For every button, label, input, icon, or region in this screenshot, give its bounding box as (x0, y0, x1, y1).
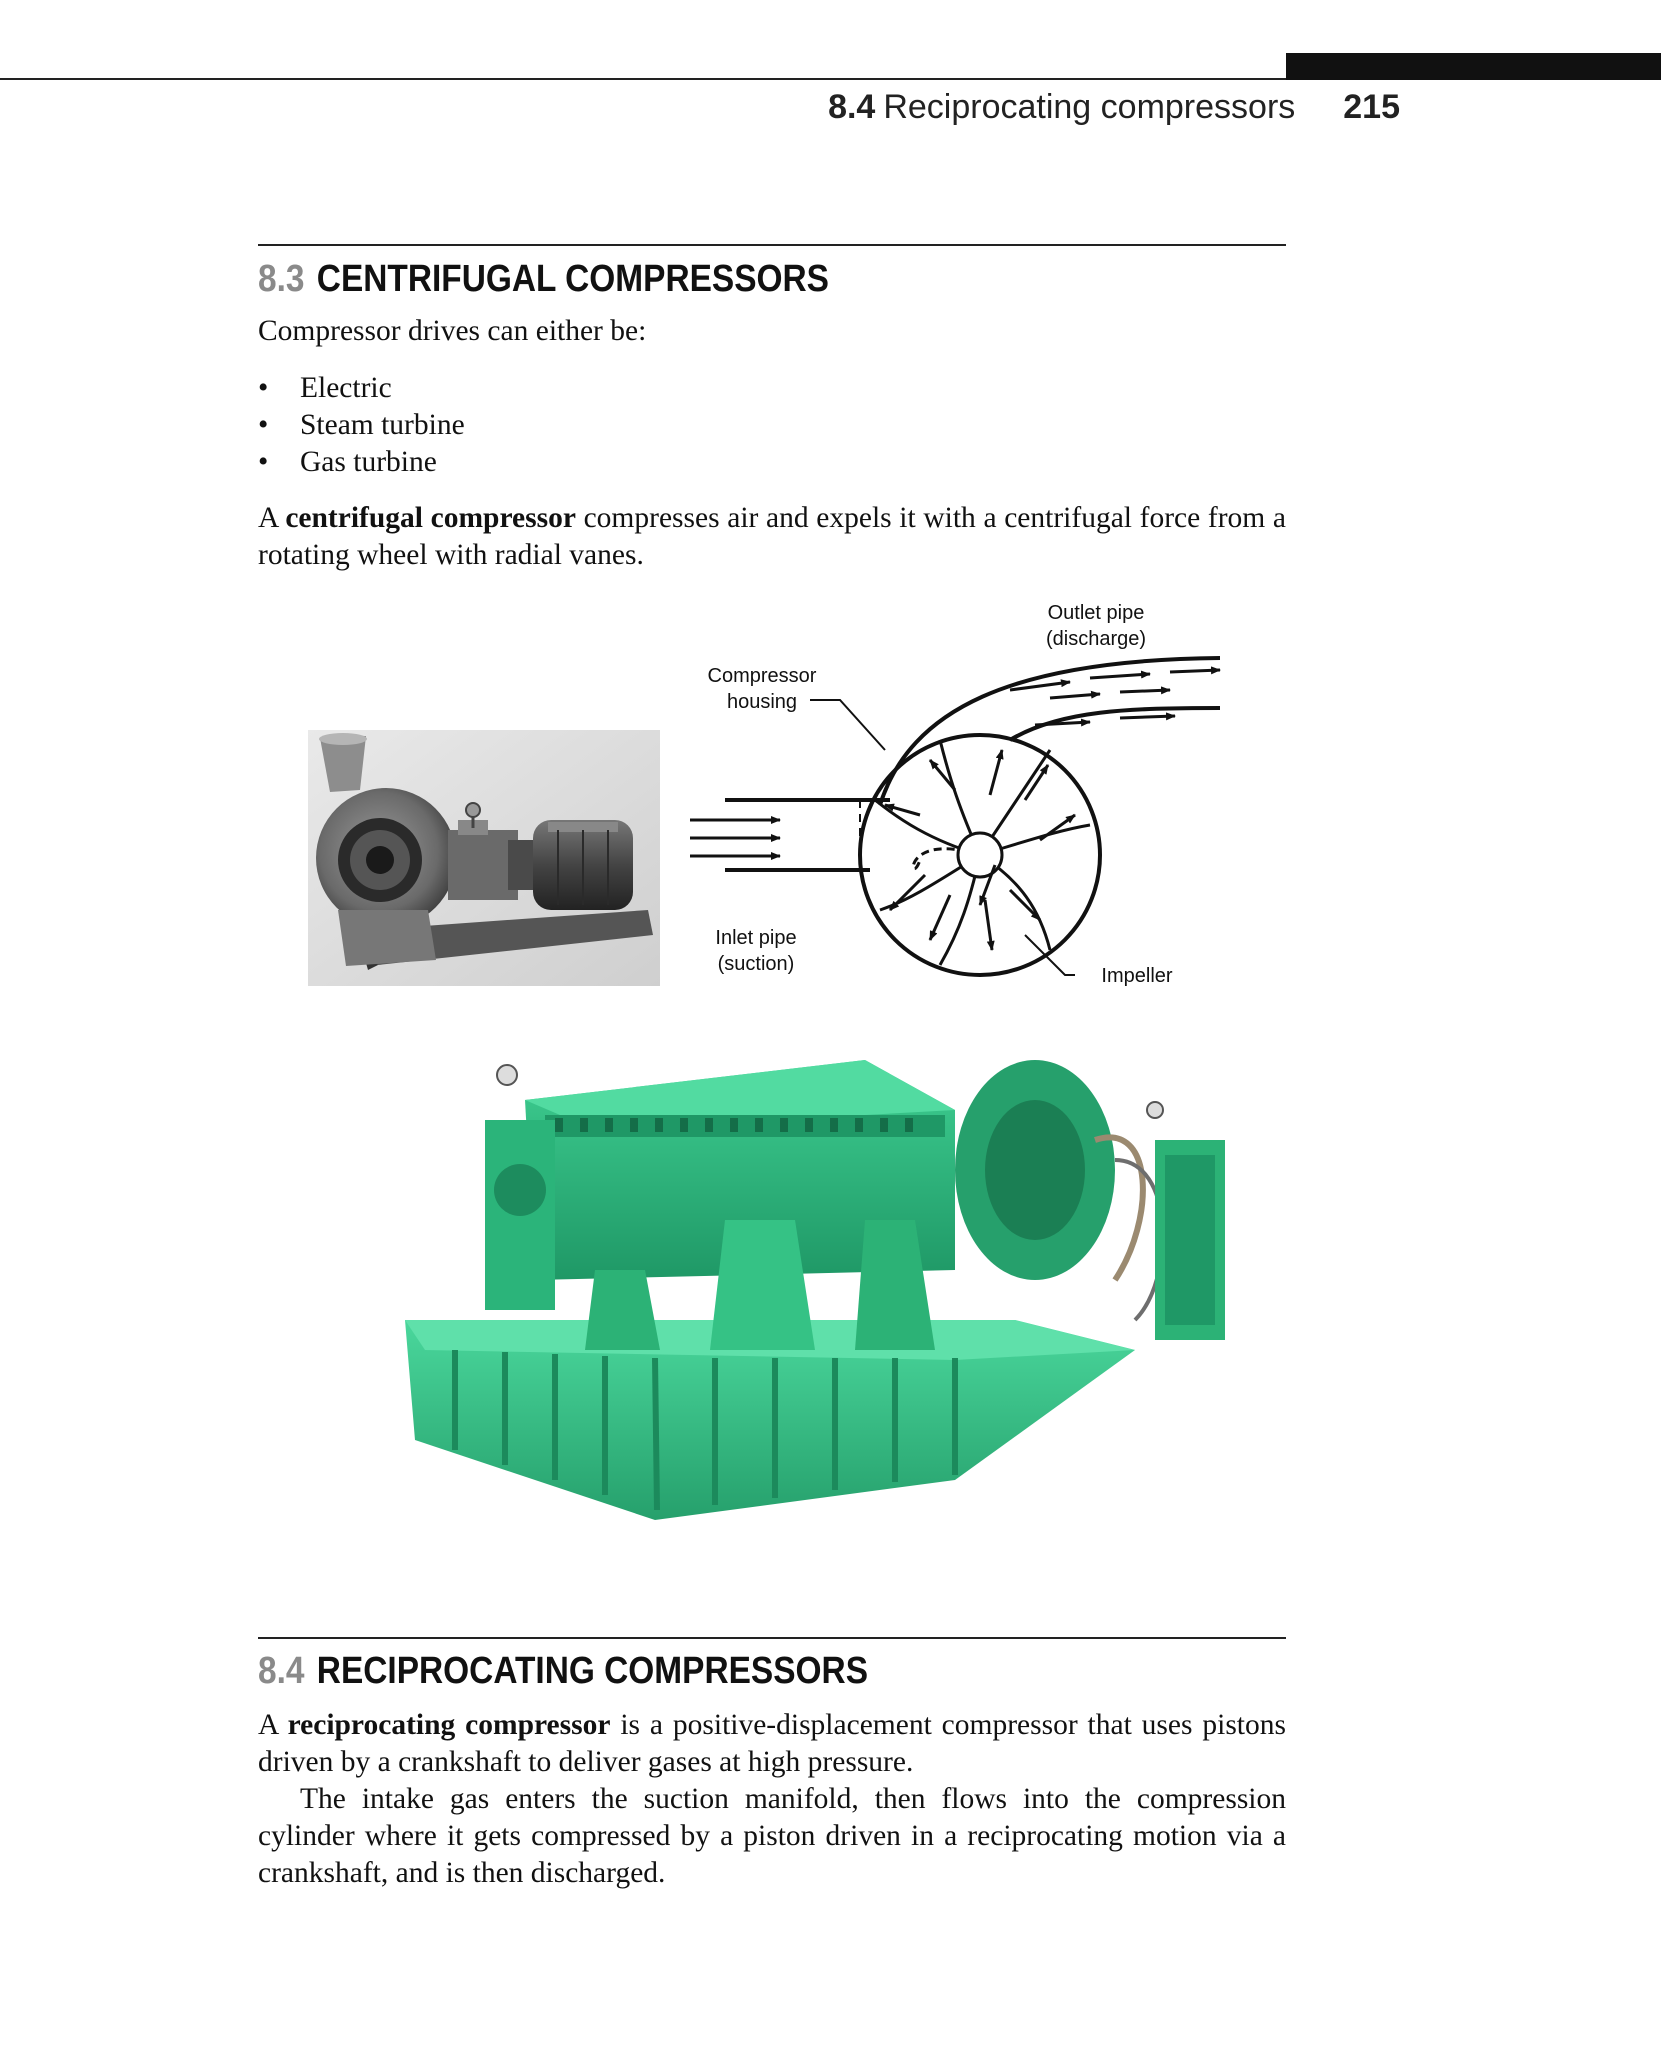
section-83-rule (258, 244, 1286, 246)
label-inlet-pipe: Inlet pipe (715, 927, 797, 949)
section-83-heading (258, 258, 829, 301)
header-tab (1286, 53, 1661, 80)
page-number: 215 (1343, 88, 1400, 126)
list-item (258, 407, 465, 444)
impeller-leader-line (1025, 935, 1075, 975)
label-impeller: Impeller (1101, 965, 1173, 987)
label-inlet-suction: (suction) (717, 953, 795, 975)
section-83-intro: Compressor drives can either be: (258, 315, 647, 347)
drive-list (258, 370, 465, 481)
running-head-title: Reciprocating compressors (883, 88, 1296, 126)
running-head-number: 8.4 (828, 88, 876, 126)
list-item-text: Steam turbine (300, 409, 465, 441)
bullet-icon: • (258, 446, 269, 478)
reciprocating-paragraph-1 (258, 1707, 1286, 1781)
list-item-text: Electric (300, 372, 392, 404)
label-compressor: Compressor (707, 665, 817, 687)
centrifugal-compressor-photo (308, 730, 660, 986)
housing-leader-line (810, 700, 885, 750)
list-item (258, 370, 465, 407)
reciprocating-paragraph-2: The intake gas enters the suction manifold, then flows into the compression cylinder where it gets compressed by a piston driven in a reciprocating motion via a crankshaft, and is then discharged. (258, 1783, 1286, 1889)
section-84-title: RECIPROCATING COMPRESSORS (316, 1650, 869, 1692)
casing-bolts (555, 1118, 913, 1132)
compressor-train-photo (395, 1020, 1235, 1520)
pressure-gauge-icon (497, 1065, 517, 1085)
para-text: A (258, 502, 286, 534)
para-text: is a positive-displacement compressor that uses pistons driven by a crankshaft to deliver gases at high pressure. (258, 1709, 1286, 1778)
para-text: compresses air and expels it with a centrifugal force from a rotating wheel with radial vanes. (258, 502, 1286, 571)
bullet-icon: • (258, 409, 269, 441)
section-84-number: 8.4 (258, 1650, 305, 1692)
bullet-icon: • (258, 372, 269, 404)
para-text: A (258, 1709, 288, 1741)
running-head (700, 88, 1400, 132)
term-reciprocating-compressor: reciprocating compressor (287, 1709, 611, 1741)
section-83-title: CENTRIFUGAL COMPRESSORS (316, 258, 829, 300)
label-housing: housing (726, 691, 798, 713)
centrifugal-paragraph (258, 500, 1286, 574)
term-centrifugal-compressor: centrifugal compressor (285, 502, 576, 534)
section-84-heading (258, 1650, 868, 1693)
list-item-text: Gas turbine (300, 446, 437, 478)
label-outlet-discharge: (discharge) (1045, 628, 1147, 650)
section-83-number: 8.3 (258, 258, 305, 300)
label-outlet-pipe: Outlet pipe (1047, 602, 1145, 624)
section-84-rule (258, 1637, 1286, 1639)
centrifugal-compressor-diagram (680, 590, 1240, 1000)
list-item (258, 444, 465, 481)
